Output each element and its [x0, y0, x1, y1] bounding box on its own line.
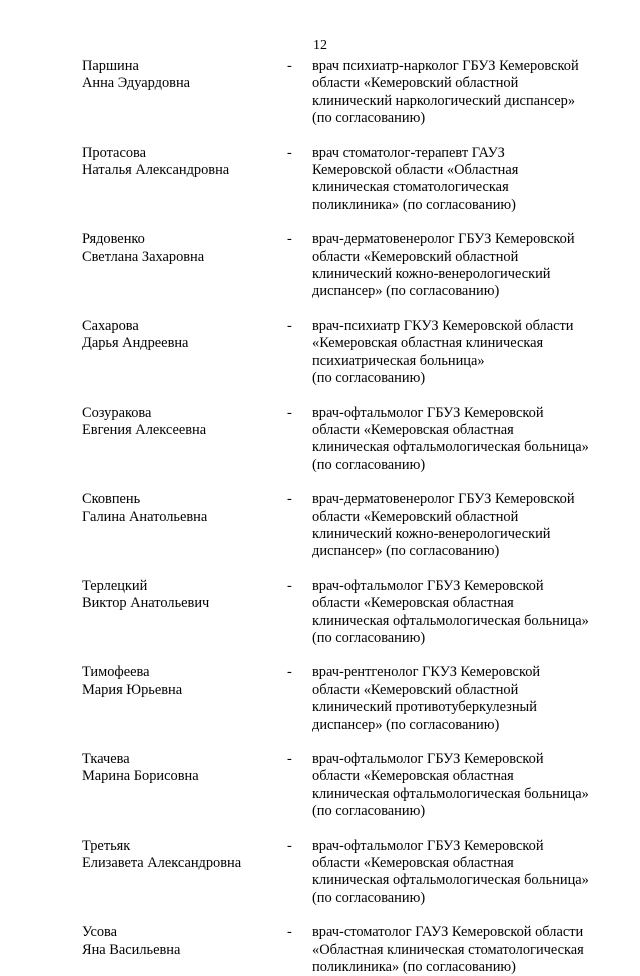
person-name [82, 405, 287, 475]
person-name [82, 58, 287, 128]
dash: - [287, 751, 292, 767]
surname: Третьяк [82, 837, 131, 854]
person-name [82, 664, 287, 734]
given-names: Анна Эдуардовна [82, 75, 191, 92]
given-names: Светлана Захаровна [82, 248, 205, 265]
list-item [82, 318, 622, 388]
list-item [82, 405, 622, 475]
list-item [82, 664, 622, 734]
person-name [82, 838, 287, 908]
position-text: врач-дерматовенеролог ГБУЗ Кемеровской области «Кемеровский областной клинический кожно-венерологический диспансер» (по согласованию) [312, 231, 575, 300]
surname: Тимофеева [82, 664, 150, 681]
position-text: врач-стоматолог ГАУЗ Кемеровской области «Областная клиническая стоматологическая поликлиника» (по согласованию) [312, 924, 584, 976]
person-name [82, 145, 287, 215]
person-name [82, 924, 287, 976]
position-text: врач-офтальмолог ГБУЗ Кемеровской области «Кемеровская областная клиническая офтальмологическая больница» (по согласованию) [312, 577, 589, 646]
given-names: Галина Анатольевна [82, 508, 208, 525]
surname: Сковпень [82, 491, 141, 508]
surname: Усова [82, 924, 118, 941]
list-item [82, 751, 622, 821]
position-text: врач стоматолог-терапевт ГАУЗ Кемеровской области «Областная клиническая стоматологическая поликлиника» (по согласованию) [312, 144, 519, 213]
list-item [82, 578, 622, 648]
given-names: Мария Юрьевна [82, 681, 183, 698]
person-name [82, 318, 287, 388]
given-names: Виктор Анатольевич [82, 595, 210, 612]
dash: - [287, 317, 292, 334]
given-names: Елизавета Александровна [82, 855, 242, 872]
surname: Сахарова [82, 317, 139, 334]
dash: - [287, 231, 292, 248]
surname: Паршина [82, 58, 139, 74]
position-text: врач-офтальмолог ГБУЗ Кемеровской области «Кемеровская областная клиническая офтальмологическая больница» (по согласованию) [312, 751, 589, 820]
dash: - [287, 404, 292, 421]
given-names: Марина Борисовна [82, 768, 199, 785]
list-item [82, 145, 622, 215]
position-text: врач-дерматовенеролог ГБУЗ Кемеровской области «Кемеровский областной клинический кожно-венерологический диспансер» (по согласованию) [312, 491, 575, 560]
list-item [82, 924, 622, 976]
dash: - [287, 144, 292, 161]
list-item [82, 231, 622, 301]
dash: - [287, 837, 292, 854]
surname: Протасова [82, 144, 147, 161]
position-text: врач-офтальмолог ГБУЗ Кемеровской области «Кемеровская областная клиническая офтальмологическая больница» (по согласованию) [312, 404, 589, 473]
member-list [82, 58, 622, 976]
dash: - [287, 491, 292, 508]
position-text: врач психиатр-нарколог ГБУЗ Кемеровской области «Кемеровский областной клинический наркологический диспансер» (по согласованию) [312, 58, 579, 127]
list-item [82, 491, 622, 561]
dash: - [287, 577, 292, 594]
surname: Ткачева [82, 751, 130, 767]
person-name [82, 578, 287, 648]
surname: Терлецкий [82, 577, 148, 594]
dash: - [287, 58, 292, 74]
position-text: врач-рентгенолог ГКУЗ Кемеровской области «Кемеровский областной клинический противотуберкулезный диспансер» (по согласованию) [312, 664, 541, 733]
dash: - [287, 924, 292, 941]
given-names: Яна Васильевна [82, 941, 181, 958]
person-name [82, 751, 287, 821]
surname: Созуракова [82, 404, 152, 421]
list-item [82, 58, 622, 128]
page-number: 12 [313, 38, 327, 53]
position-text: врач-офтальмолог ГБУЗ Кемеровской области «Кемеровская областная клиническая офтальмологическая больница» (по согласованию) [312, 837, 589, 906]
person-name [82, 231, 287, 301]
given-names: Дарья Андреевна [82, 335, 189, 352]
dash: - [287, 664, 292, 681]
given-names: Наталья Александровна [82, 162, 230, 179]
given-names: Евгения Алексеевна [82, 421, 207, 438]
surname: Рядовенко [82, 231, 145, 248]
position-text: врач-психиатр ГКУЗ Кемеровской области «Кемеровская областная клиническая психиатрическая больница» (по согласованию) [312, 317, 574, 387]
list-item [82, 838, 622, 908]
person-name [82, 491, 287, 561]
